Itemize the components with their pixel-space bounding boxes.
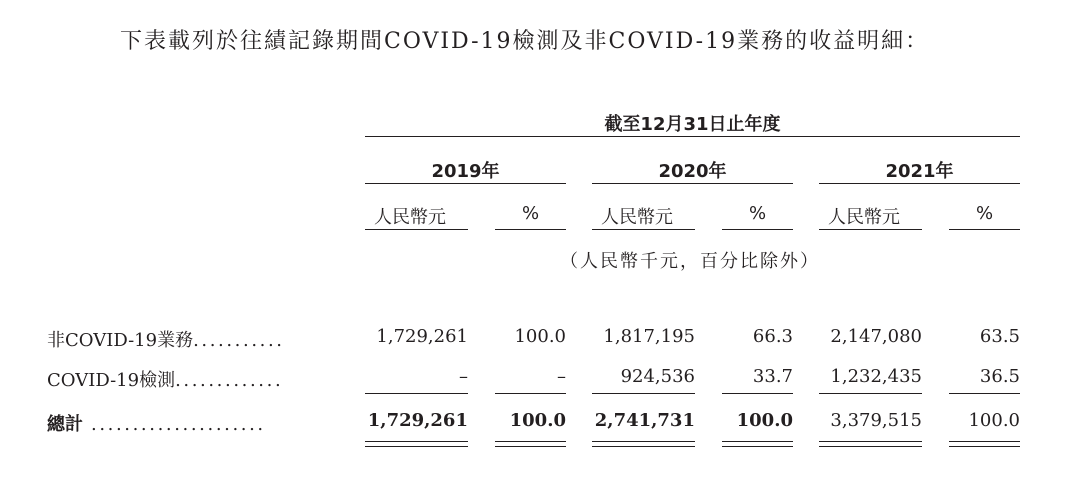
cell-non-covid-2020-amount: 1,817,195 <box>603 326 695 347</box>
leader-dots: ........... <box>193 330 285 351</box>
total-top-rule-2020-currency <box>592 393 695 394</box>
cell-covid-2019-percent: – <box>557 366 566 387</box>
total-double-rule-2020-percent-a <box>722 441 793 442</box>
total-double-rule-2019-percent-a <box>495 441 566 442</box>
currency-header-2021: 人民幣元 <box>828 207 900 228</box>
year-rule-2019 <box>365 183 566 184</box>
total-double-rule-2021-percent-b <box>949 446 1020 447</box>
intro-text: 下表載列於往績記錄期間COVID-19檢測及非COVID-19業務的收益明細： <box>120 29 930 54</box>
cell-covid-2021-amount: 1,232,435 <box>830 366 922 387</box>
cell-covid-2019-amount: – <box>459 366 468 387</box>
cell-non-covid-2021-amount: 2,147,080 <box>830 326 922 347</box>
cell-non-covid-2021-percent: 63.5 <box>979 326 1020 347</box>
year-header-2020: 2020年 <box>658 161 727 182</box>
cell-total-2019-amount: 1,729,261 <box>367 410 468 431</box>
year-rule-2020 <box>592 183 793 184</box>
subheader-rule-2019-percent <box>495 229 566 230</box>
percent-header-2019: % <box>522 203 540 224</box>
total-double-rule-2021-percent-a <box>949 441 1020 442</box>
leader-dots: ............. <box>175 370 284 391</box>
total-double-rule-2021-currency-a <box>819 441 922 442</box>
unit-note: （人民幣千元，百分比除外） <box>560 251 820 272</box>
cell-non-covid-2020-percent: 66.3 <box>752 326 793 347</box>
subheader-rule-2020-currency <box>592 229 695 230</box>
subheader-rule-2019-currency <box>365 229 468 230</box>
leader-dots: ..................... <box>91 414 266 435</box>
subheader-rule-2021-percent <box>949 229 1020 230</box>
total-double-rule-2020-percent-b <box>722 446 793 447</box>
subheader-rule-2020-percent <box>722 229 793 230</box>
percent-header-2020: % <box>749 203 767 224</box>
cell-total-2020-percent: 100.0 <box>736 410 793 431</box>
row-label-text: 總計 <box>47 414 83 435</box>
year-header-2019: 2019年 <box>431 161 500 182</box>
subheader-rule-2021-currency <box>819 229 922 230</box>
total-double-rule-2021-currency-b <box>819 446 922 447</box>
cell-total-2019-percent: 100.0 <box>509 410 566 431</box>
cell-covid-2021-percent: 36.5 <box>979 366 1020 387</box>
year-rule-2021 <box>819 183 1020 184</box>
period-header: 截至12月31日止年度 <box>604 114 781 135</box>
period-header-rule <box>365 136 1020 137</box>
cell-non-covid-2019-percent: 100.0 <box>514 326 566 347</box>
total-double-rule-2019-currency-a <box>365 441 468 442</box>
total-top-rule-2021-currency <box>819 393 922 394</box>
total-top-rule-2021-percent <box>949 393 1020 394</box>
cell-non-covid-2019-amount: 1,729,261 <box>376 326 468 347</box>
year-header-2021: 2021年 <box>885 161 954 182</box>
total-double-rule-2020-currency-a <box>592 441 695 442</box>
currency-header-2020: 人民幣元 <box>601 207 673 228</box>
total-top-rule-2019-percent <box>495 393 566 394</box>
cell-total-2020-amount: 2,741,731 <box>594 410 695 431</box>
cell-covid-2020-percent: 33.7 <box>752 366 793 387</box>
total-double-rule-2020-currency-b <box>592 446 695 447</box>
percent-header-2021: % <box>976 203 994 224</box>
row-label-non-covid <box>47 326 285 352</box>
total-double-rule-2019-currency-b <box>365 446 468 447</box>
row-label-covid-testing <box>47 366 283 392</box>
total-double-rule-2019-percent-b <box>495 446 566 447</box>
cell-total-2021-percent: 100.0 <box>968 410 1020 431</box>
cell-covid-2020-amount: 924,536 <box>620 366 695 387</box>
total-top-rule-2020-percent <box>722 393 793 394</box>
total-top-rule-2019-currency <box>365 393 468 394</box>
row-label-text: COVID-19檢測 <box>47 370 176 391</box>
cell-total-2021-amount: 3,379,515 <box>830 410 922 431</box>
row-label-total <box>47 410 266 436</box>
row-label-text: 非COVID-19業務 <box>47 330 194 351</box>
currency-header-2019: 人民幣元 <box>374 207 446 228</box>
